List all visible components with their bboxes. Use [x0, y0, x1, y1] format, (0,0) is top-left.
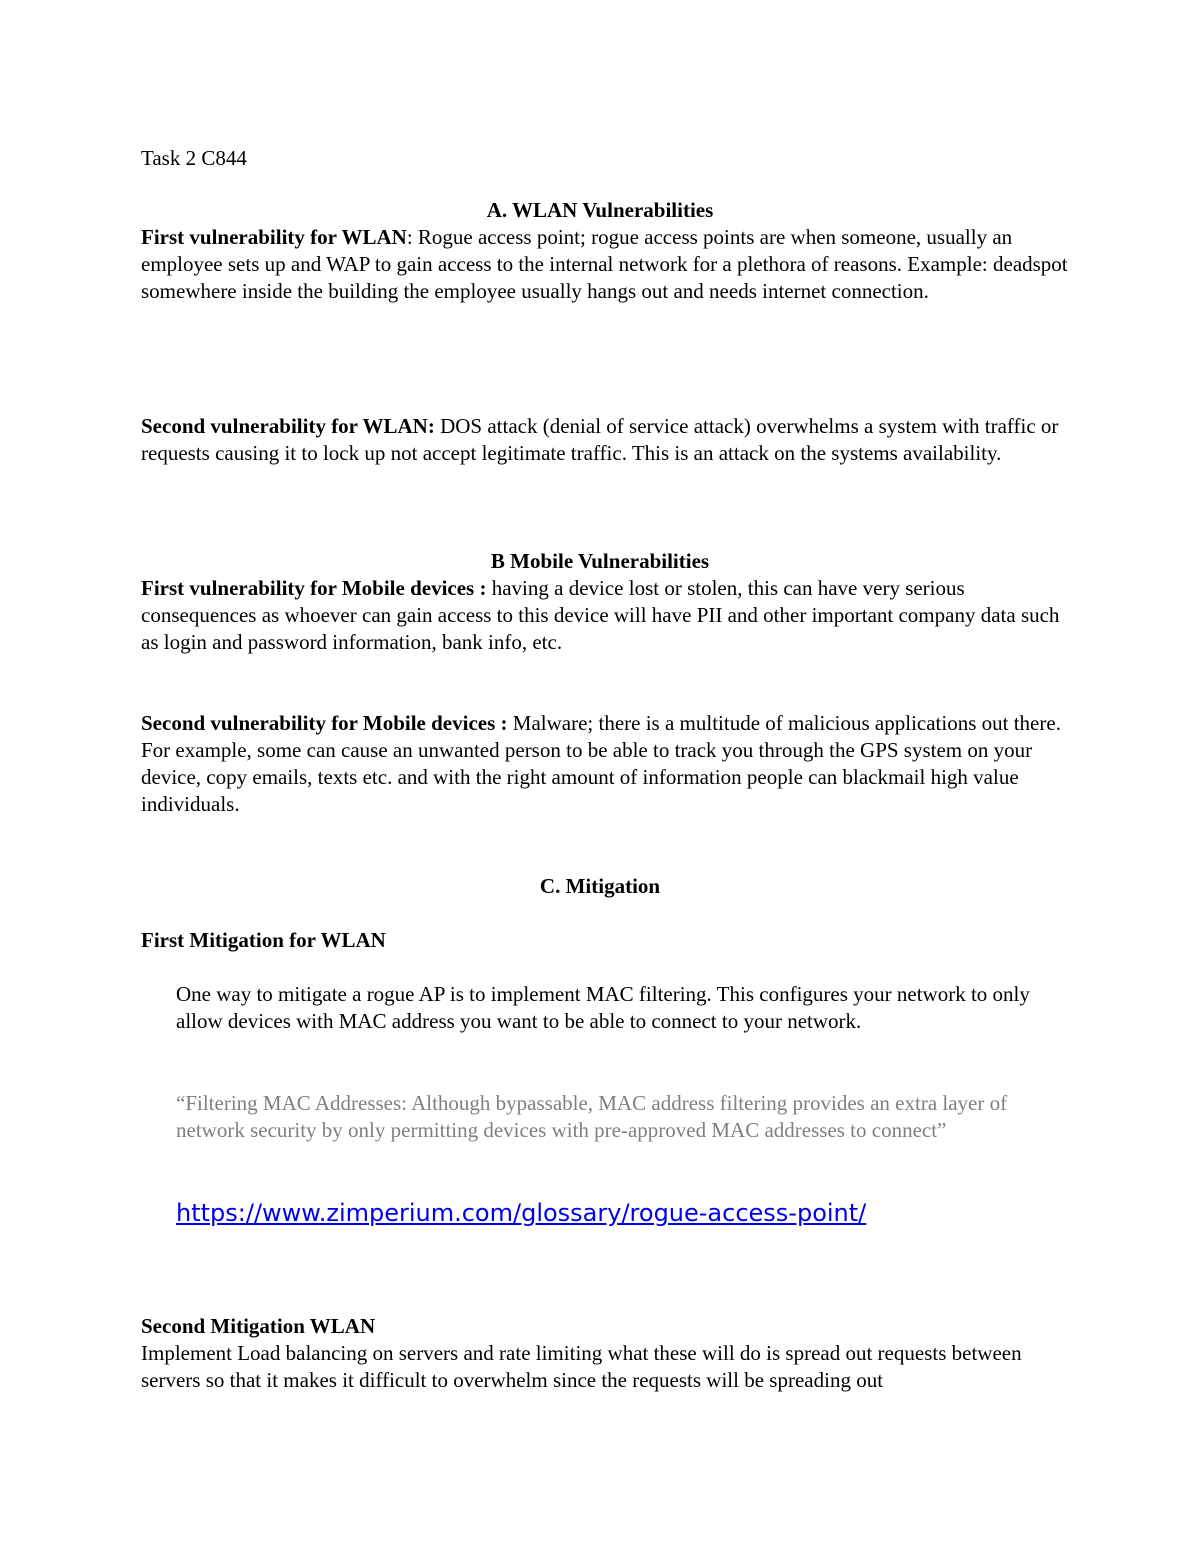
wlan-second-vulnerability-text: DOS attack (denial of service attack) overwhelms a system with traffic or requests causing it to lock up not accept legitimate traffic. This is an attack on the systems availability.: [141, 414, 1059, 465]
reference-link[interactable]: https://www.zimperium.com/glossary/rogue-access-point/: [176, 1199, 867, 1227]
second-mitigation-heading: Second Mitigation WLAN: [141, 1314, 376, 1338]
wlan-first-vulnerability: [141, 224, 1081, 305]
mobile-second-vulnerability: [141, 710, 1081, 818]
first-mitigation-text: One way to mitigate a rogue AP is to implement MAC filtering. This configures your network to only allow devices with MAC address you want to be able to connect to your network.: [176, 982, 1030, 1033]
quote-text: “Filtering MAC Addresses: Although bypassable, MAC address filtering provides an extra layer of network security by only permitting devices with pre-approved MAC addresses to connect”: [176, 1091, 1008, 1142]
second-mitigation-text: Implement Load balancing on servers and rate limiting what these will do is spread out requests between servers so that it makes it difficult to overwhelm since the requests will be spreading out: [141, 1341, 1022, 1392]
first-mitigation-heading: First Mitigation for WLAN: [141, 928, 386, 952]
mobile-second-vulnerability-text: Malware; there is a multitude of malicious applications out there. For example, some can cause an unwanted person to be able to track you through the GPS system on your device, copy emails, texts etc. and with the right amount of information people can blackmail high value individuals.: [141, 711, 1061, 816]
mobile-first-vulnerability-text: having a device lost or stolen, this can have very serious consequences as whoever can gain access to this device will have PII and other important company data such as login and password information, bank info, etc.: [141, 576, 1060, 654]
wlan-first-vulnerability-label: First vulnerability for WLAN: [141, 225, 407, 249]
section-a-heading: A. WLAN Vulnerabilities: [486, 198, 714, 222]
mobile-first-vulnerability: [141, 575, 1081, 656]
wlan-second-vulnerability-label: Second vulnerability for WLAN:: [141, 414, 435, 438]
wlan-first-vulnerability-text: : Rogue access point; rogue access points are when someone, usually an employee sets up and WAP to gain access to the internal network for a plethora of reasons. Example: deadspot somewhere inside the building the employee usually hangs out and needs internet connection.: [141, 225, 1068, 303]
mobile-first-vulnerability-label: First vulnerability for Mobile devices :: [141, 576, 487, 600]
mobile-second-vulnerability-label: Second vulnerability for Mobile devices :: [141, 711, 508, 735]
document-title: Task 2 C844: [141, 146, 247, 170]
section-c-heading: C. Mitigation: [539, 874, 661, 898]
section-b-heading: B Mobile Vulnerabilities: [490, 549, 710, 573]
wlan-second-vulnerability: [141, 413, 1081, 467]
